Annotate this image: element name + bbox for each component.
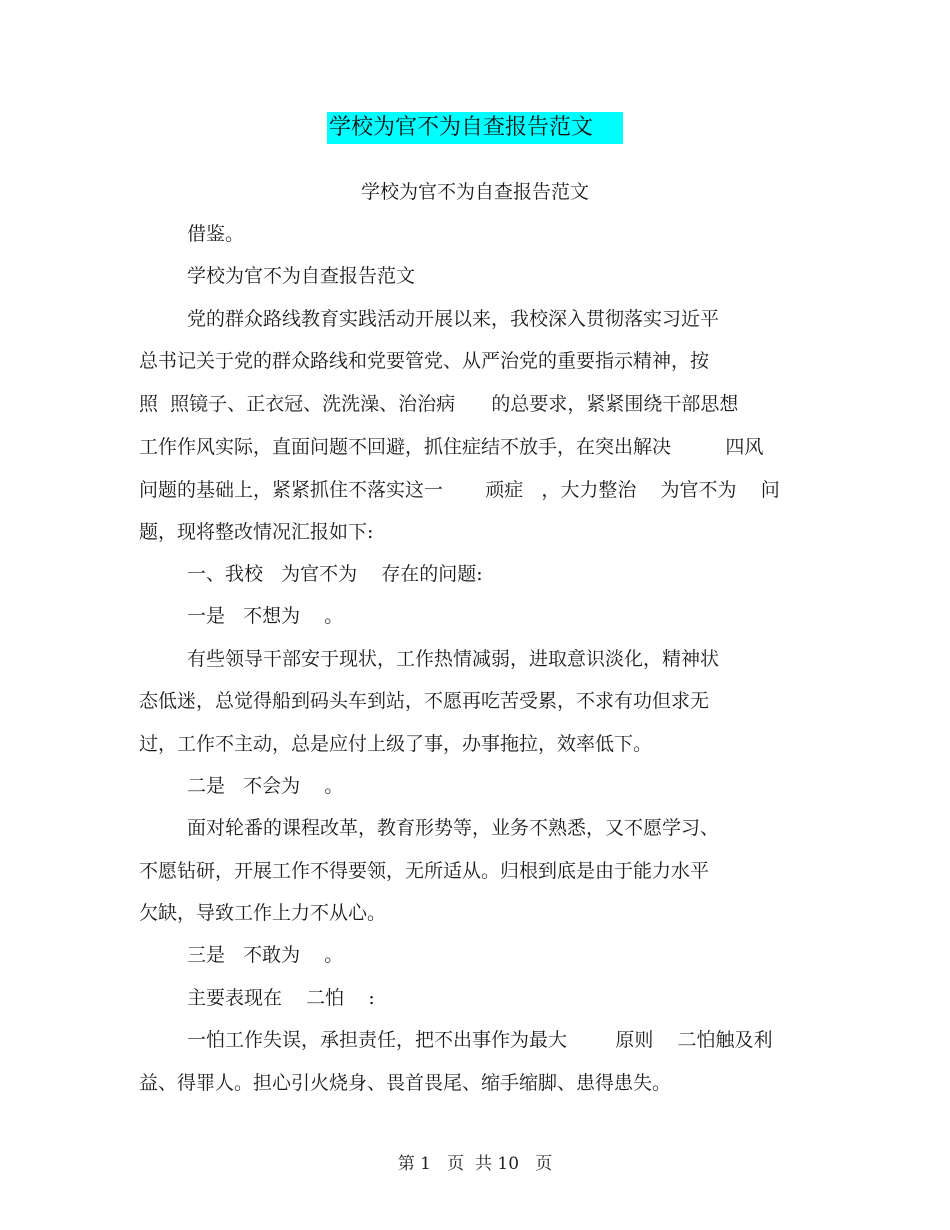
body-line: 不愿钻研，开展工作不得要领，无所适从。归根到底是由于能力水平 bbox=[139, 860, 710, 882]
body-line: 工作作风实际，直面问题不回避，抓住症结不放手，在突出解决 四风 bbox=[139, 436, 764, 458]
section-heading: 一、我校 为官不为 存在的问题: bbox=[187, 563, 483, 585]
document-title: 学校为官不为自查报告范文 bbox=[327, 112, 623, 144]
body-line: 益、得罪人。担心引火烧身、畏首畏尾、缩手缩脚、患得患失。 bbox=[139, 1072, 672, 1094]
subsection-heading: 一是 不想为 。 bbox=[187, 605, 344, 627]
subsection-heading: 二是 不会为 。 bbox=[187, 775, 344, 797]
body-line: 态低迷，总觉得船到码头车到站，不愿再吃苦受累，不求有功但求无 bbox=[139, 690, 710, 712]
body-line: 党的群众路线教育实践活动开展以来，我校深入贯彻落实习近平 bbox=[187, 308, 720, 330]
body-line: 借鉴。 bbox=[187, 223, 245, 245]
body-line: 过，工作不主动，总是应付上级了事，办事拖拉，效率低下。 bbox=[139, 733, 653, 755]
body-line: 欠缺，导致工作上力不从心。 bbox=[139, 902, 387, 924]
body-line: 主要表现在 二怕 : bbox=[187, 987, 375, 1009]
document-subtitle: 学校为官不为自查报告范文 bbox=[360, 181, 589, 203]
body-line: 题，现将整改情况汇报如下: bbox=[139, 521, 374, 543]
body-line: 问题的基础上，紧紧抓住不落实这一 顽症 ，大力整治 为官不为 问 bbox=[139, 479, 780, 501]
body-line: 面对轮番的课程改革，教育形势等，业务不熟悉，又不愿学习、 bbox=[187, 817, 720, 839]
body-line: 一怕工作失误，承担责任，把不出事作为最大 原则 二怕触及利 bbox=[187, 1029, 773, 1051]
body-line: 照 照镜子、正衣冠、洗洗澡、治治病 的总要求，紧紧围绕干部思想 bbox=[139, 393, 739, 415]
body-line: 有些领导干部安于现状，工作热情减弱，进取意识淡化，精神状 bbox=[187, 648, 720, 670]
title-wrapper bbox=[0, 112, 950, 144]
subsection-heading: 三是 不敢为 。 bbox=[187, 944, 344, 966]
page-footer: 第 1 页 共 10 页 bbox=[397, 1154, 553, 1174]
body-line: 学校为官不为自查报告范文 bbox=[187, 265, 416, 287]
body-line: 总书记关于党的群众路线和党要管党、从严治党的重要指示精神，按 bbox=[139, 350, 710, 372]
